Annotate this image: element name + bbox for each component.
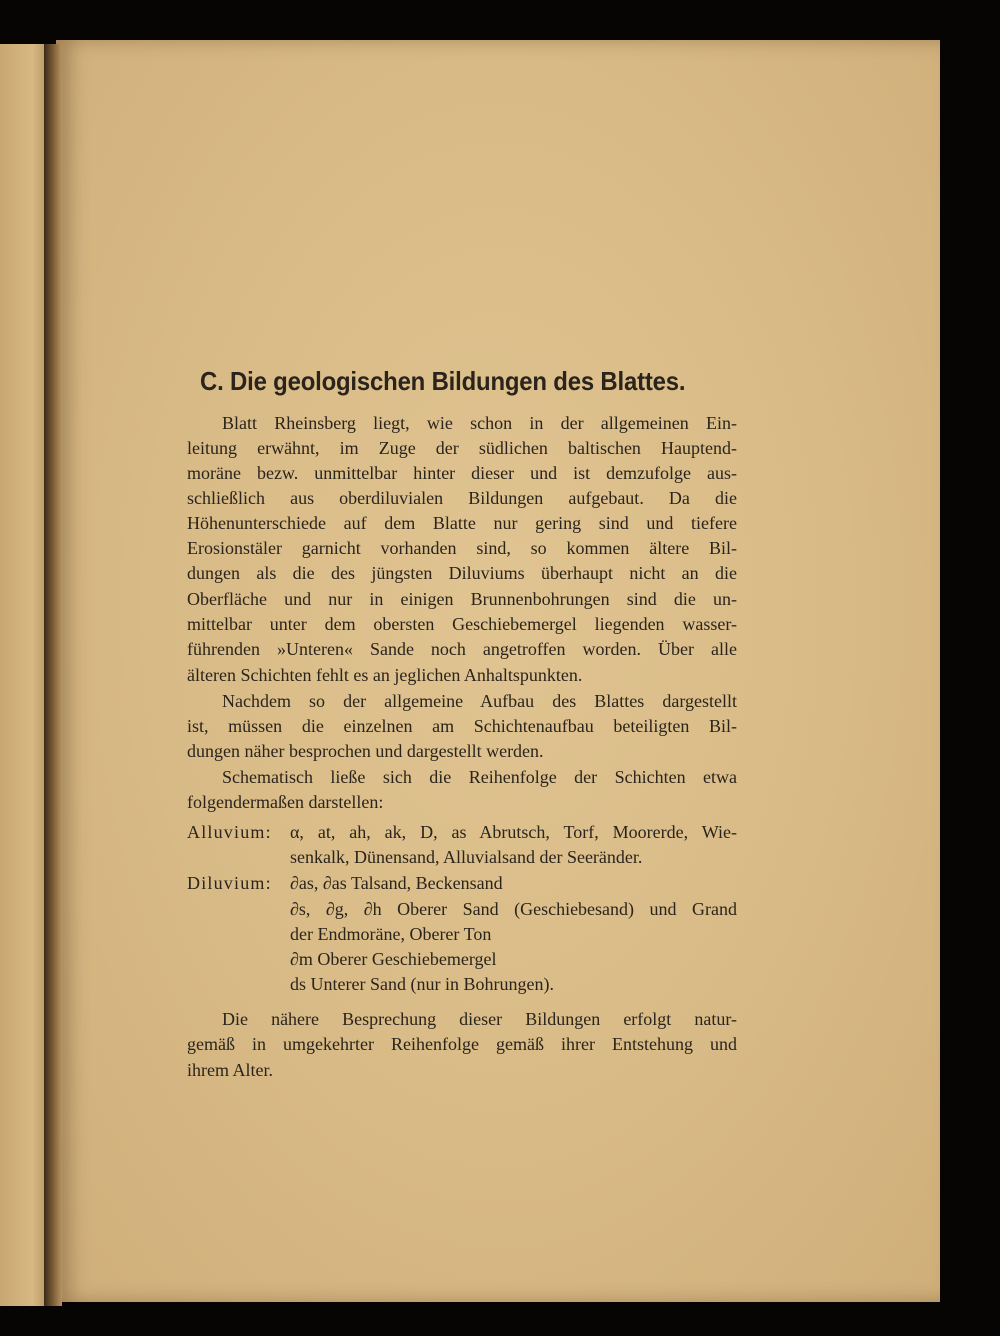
diluvium-line-4: ∂m Oberer Geschiebemergel	[290, 949, 497, 969]
paragraph1-line-4: schließlich aus oberdiluvialen Bildungen aufgebaut. Da die	[187, 488, 737, 508]
paragraph1-line-7: dungen als die des jüngsten Diluviums überhaupt nicht an die	[187, 563, 737, 583]
alluvium-label: Alluvium:	[187, 822, 272, 842]
paragraph1-line-10: führenden »Unteren« Sande noch angetroffen worden. Über alle	[187, 639, 737, 659]
paragraph4-line-1: Die nähere Besprechung dieser Bildungen erfolgt natur-	[222, 1009, 737, 1029]
paragraph1-line-3: moräne bezw. unmittelbar hinter dieser und ist demzufolge aus-	[187, 463, 737, 483]
diluvium-line-3: der Endmoräne, Oberer Ton	[290, 924, 492, 944]
book-gutter	[44, 44, 62, 1306]
paragraph1-line-8: Oberfläche und nur in einigen Brunnenbohrungen sind die un-	[187, 589, 737, 609]
paragraph2-line-2: ist, müssen die einzelnen am Schichtenaufbau beteiligten Bil-	[187, 716, 737, 736]
diluvium-line-2: ∂s, ∂g, ∂h Oberer Sand (Geschiebesand) und Grand	[290, 899, 737, 919]
paragraph3-line-2: folgendermaßen darstellen:	[187, 792, 384, 812]
paragraph1-line-6: Erosionstäler garnicht vorhanden sind, so kommen ältere Bil-	[187, 538, 737, 558]
paragraph2-line-1: Nachdem so der allgemeine Aufbau des Blattes dargestellt	[222, 691, 737, 711]
paragraph1-line-9: mittelbar unter dem obersten Geschiebemergel liegenden wasser-	[187, 614, 737, 634]
alluvium-line-1: α, at, ah, ak, D, as Abrutsch, Torf, Moorerde, Wie-	[290, 822, 737, 842]
alluvium-line-2: senkalk, Dünensand, Alluvialsand der Seeränder.	[290, 847, 643, 867]
paragraph4-line-2: gemäß in umgekehrter Reihenfolge gemäß ihrer Entstehung und	[187, 1034, 737, 1054]
paragraph1-line-5: Höhenunterschiede auf dem Blatte nur gering sind und tiefere	[187, 513, 737, 533]
diluvium-line-1: ∂as, ∂as Talsand, Beckensand	[290, 873, 503, 893]
paragraph4-line-3: ihrem Alter.	[187, 1060, 273, 1080]
paragraph2-line-3: dungen näher besprochen und dargestellt werden.	[187, 741, 544, 761]
diluvium-line-5: ds Unterer Sand (nur in Bohrungen).	[290, 974, 554, 994]
paragraph1-line-2: leitung erwähnt, im Zuge der südlichen baltischen Hauptend-	[187, 438, 737, 458]
paragraph1-line-1: Blatt Rheinsberg liegt, wie schon in der allgemeinen Ein-	[222, 413, 737, 433]
section-heading: C. Die geologischen Bildungen des Blattes.	[200, 366, 686, 396]
paragraph1-line-11: älteren Schichten fehlt es an jeglichen Anhaltspunkten.	[187, 665, 583, 685]
diluvium-label: Diluvium:	[187, 873, 272, 893]
paragraph3-line-1: Schematisch ließe sich die Reihenfolge der Schichten etwa	[222, 767, 737, 787]
